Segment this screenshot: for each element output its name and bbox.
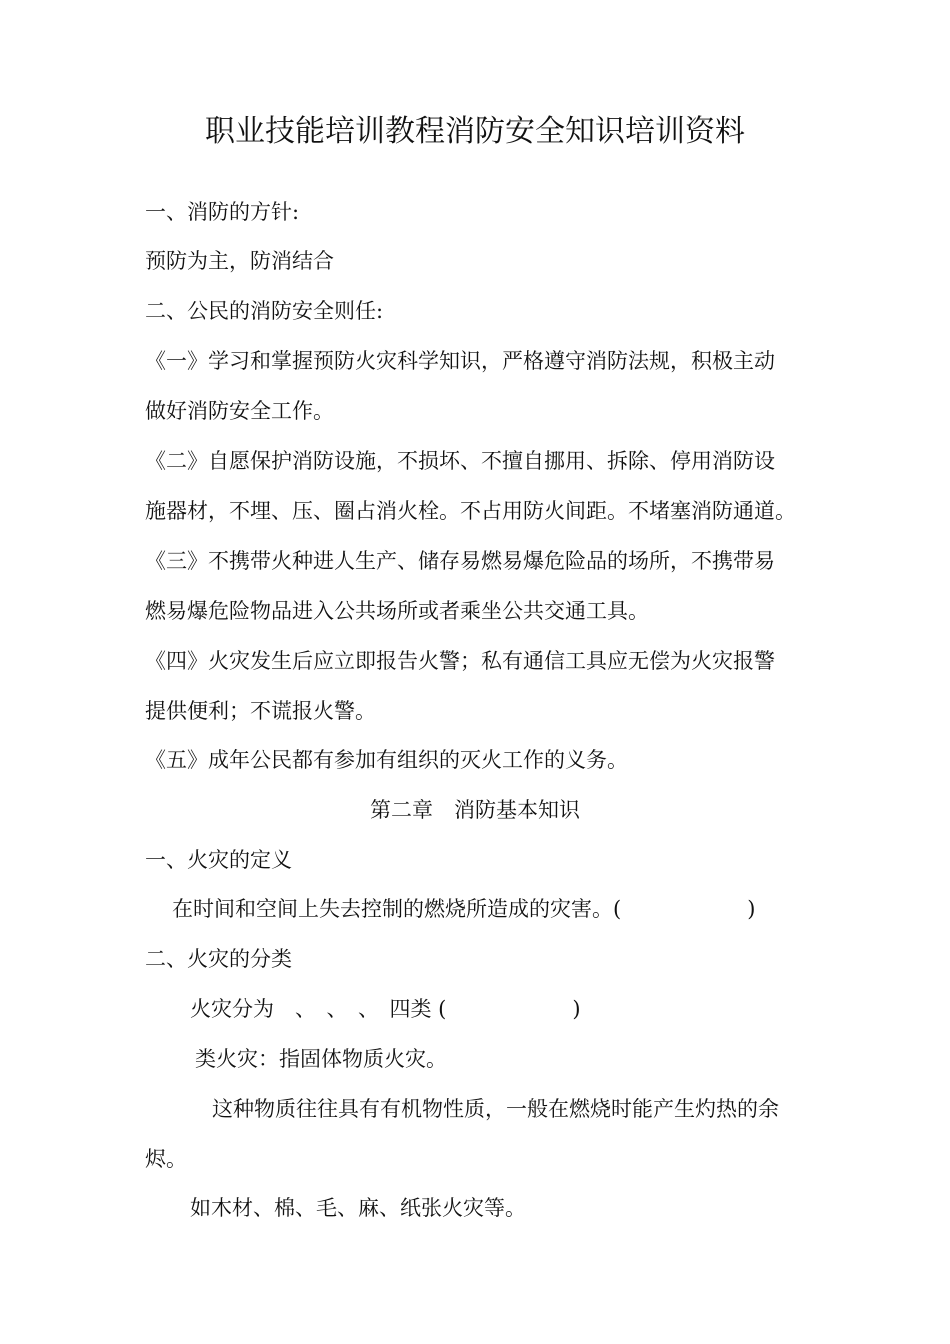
paragraph-line: 火灾分为 、 、 、 四类 ( )	[190, 997, 581, 1021]
paragraph-line: 《二》自愿保护消防设施，不损坏、不擅自挪用、拆除、停用消防设	[145, 449, 775, 473]
paragraph-line: 这种物质往往具有有机物性质，一般在燃烧时能产生灼热的余	[212, 1097, 779, 1121]
paragraph-line: 预防为主，防消结合	[145, 249, 334, 273]
paragraph-line: 如木材、棉、毛、麻、纸张火灾等。	[190, 1196, 526, 1220]
paragraph-line: 烬。	[145, 1147, 187, 1171]
section-heading: 二、火灾的分类	[145, 947, 292, 971]
section-heading: 二、公民的消防安全则任:	[145, 299, 384, 323]
paragraph-line: 施器材，不埋、压、圈占消火栓。不占用防火间距。不堵塞消防通道。	[145, 499, 796, 523]
chapter-heading: 第二章 消防基本知识	[370, 798, 580, 822]
paragraph-line: 提供便利；不谎报火警。	[145, 699, 376, 723]
paragraph-line: 《三》不携带火种进人生产、储存易燃易爆危险品的场所，不携带易	[145, 549, 775, 573]
section-heading: 一、火灾的定义	[145, 848, 292, 872]
paragraph-line: 《一》学习和掌握预防火灾科学知识，严格遵守消防法规，积极主动	[145, 349, 775, 373]
paragraph-line: 在时间和空间上失去控制的燃烧所造成的灾害。( )	[172, 897, 756, 921]
paragraph-line: 类火灾：指固体物质火灾。	[195, 1047, 447, 1071]
paragraph-line: 做好消防安全工作。	[145, 399, 334, 423]
paragraph-line: 《四》火灾发生后应立即报告火警；私有通信工具应无偿为火灾报警	[145, 649, 775, 673]
paragraph-line: 《五》成年公民都有参加有组织的灭火工作的义务。	[145, 748, 628, 772]
document-title: 职业技能培训教程消防安全知识培训资料	[205, 114, 745, 149]
paragraph-line: 燃易爆危险物品进入公共场所或者乘坐公共交通工具。	[145, 599, 649, 623]
section-heading: 一、消防的方针:	[145, 200, 300, 224]
